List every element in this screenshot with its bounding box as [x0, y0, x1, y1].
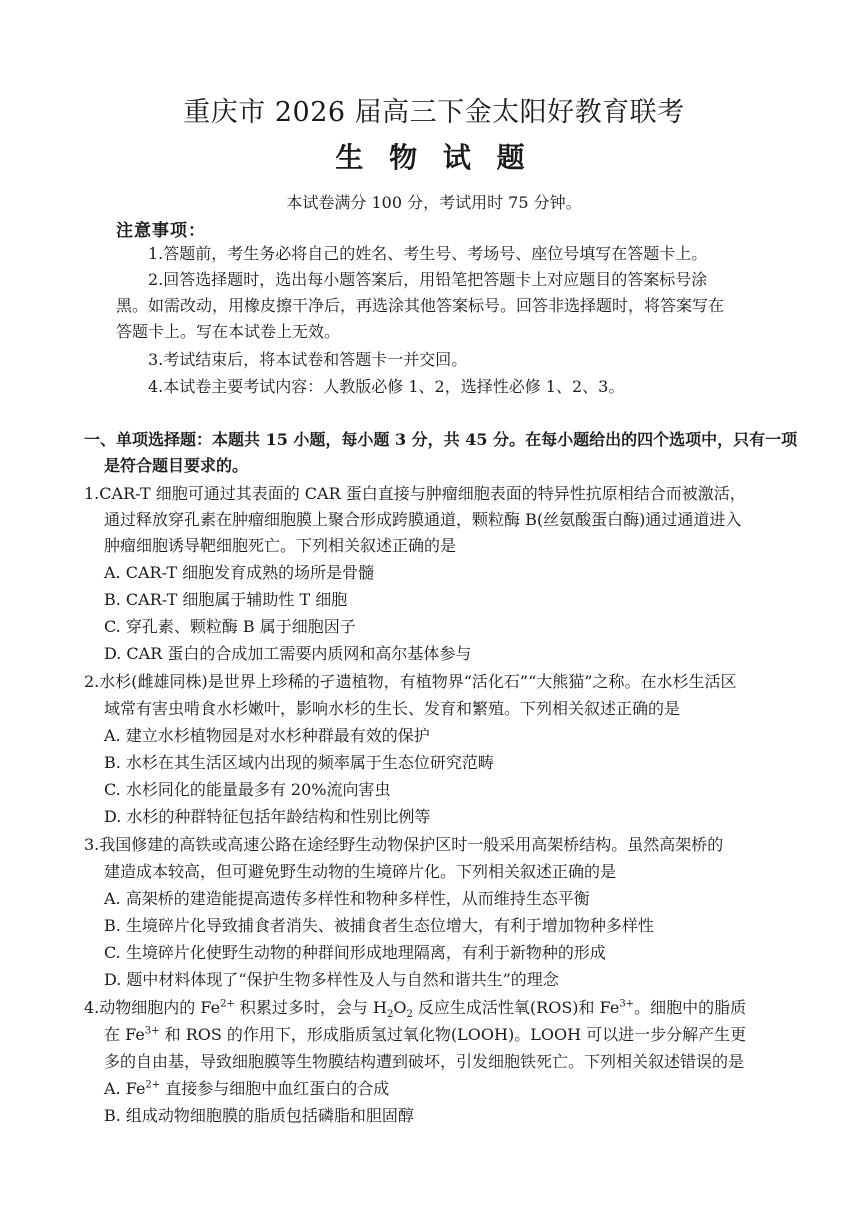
q4-option-b: B. 组成动物细胞膜的脂质包括磷脂和胆固醇 [104, 1106, 414, 1125]
q2-option-c: C. 水杉同化的能量最多有 20%流向害虫 [104, 780, 391, 799]
q1-stem-3: 肿瘤细胞诱导靶细胞死亡。下列相关叙述正确的是 [104, 536, 457, 555]
q4-option-a: A. $Fe^{2+}$ 直接参与细胞中血红蛋白的合成 [104, 1079, 390, 1098]
notice-item-1: 1.答题前，考生务必将自己的姓名、考生号、考场号、座位号填写在答题卡上。 [148, 244, 708, 263]
subject-title: 生 物 试 题 [335, 141, 533, 174]
q2-option-b: B. 水杉在其生活区域内出现的频率属于生态位研究范畴 [104, 753, 494, 772]
q2-stem-2: 域常有害虫啃食水杉嫩叶，影响水杉的生长、发育和繁殖。下列相关叙述正确的是 [104, 699, 681, 718]
section-heading: 一、单项选择题：本题共 15 小题，每小题 3 分，共 45 分。在每小题给出的四个选项中，只有一项 [84, 430, 798, 449]
section-heading-cont: 是符合题目要求的。 [104, 456, 249, 475]
q2-option-a: A. 建立水杉植物园是对水杉种群最有效的保护 [104, 726, 430, 745]
notice-item-2: 2.回答选择题时，选出每小题答案后，用铅笔把答题卡上对应题目的答案标号涂 [148, 270, 708, 289]
q2-option-d: D. 水杉的种群特征包括年龄结构和性别比例等 [104, 807, 431, 826]
q1-stem-2: 通过释放穿孔素在肿瘤细胞膜上聚合形成跨膜通道，颗粒酶 B(丝氨酸蛋白酶)通过通道进入 [104, 510, 742, 529]
exam-title: 重庆市 2026 届高三下金太阳好教育联考 [183, 97, 685, 128]
q3-option-a: A. 高架桥的建造能提高遗传多样性和物种多样性，从而维持生态平衡 [104, 889, 590, 908]
notice-item-2-cont: 黑。如需改动，用橡皮擦干净后，再选涂其他答案标号。回答非选择题时，将答案写在 [116, 296, 725, 315]
q1-option-b: B. CAR-T 细胞属于辅助性 T 细胞 [104, 590, 348, 609]
q4-stem-2: 在 $Fe^{3+}$ 和 ROS 的作用下，形成脂质氢过氧化物(LOOH)。LOOH 可以进一步分解产生更 [104, 1025, 747, 1044]
q4-stem-1: 4.动物细胞内的 $Fe^{2+}$ 积累过多时，会与 $H_2O_2$ 反应生成活性氧(ROS)和 $Fe^{3+}$。细胞中的脂质 [84, 998, 747, 1021]
notice-heading: 注意事项： [116, 221, 206, 241]
q2-stem-1: 2.水杉(雌雄同株)是世界上珍稀的孑遗植物，有植物界“活化石”“大熊猫”之称。在水杉生活区 [84, 672, 737, 691]
q1-option-c: C. 穿孔素、颗粒酶 B 属于细胞因子 [104, 617, 356, 636]
q3-option-d: D. 题中材料体现了“保护生物多样性及人与自然和谐共生”的理念 [104, 970, 559, 989]
notice-item-2-cont2: 答题卡上。写在本试卷上无效。 [116, 322, 341, 341]
q3-stem-1: 3.我国修建的高铁或高速公路在途经野生动物保护区时一般采用高架桥结构。虽然高架桥的 [84, 835, 724, 854]
notice-item-3: 3.考试结束后，将本试卷和答题卡一并交回。 [148, 350, 468, 369]
notice-item-4: 4.本试卷主要考试内容：人教版必修 1、2，选择性必修 1、2、3。 [148, 377, 625, 396]
q4-stem-3: 多的自由基，导致细胞膜等生物膜结构遭到破坏，引发细胞铁死亡。下列相关叙述错误的是 [104, 1052, 745, 1071]
score-time-line: 本试卷满分 100 分，考试用时 75 分钟。 [286, 193, 582, 212]
q1-stem-1: 1.CAR-T 细胞可通过其表面的 CAR 蛋白直接与肿瘤细胞表面的特异性抗原相结合而被激活， [84, 484, 746, 503]
q1-option-d: D. CAR 蛋白的合成加工需要内质网和高尔基体参与 [104, 644, 472, 663]
q3-stem-2: 建造成本较高，但可避免野生动物的生境碎片化。下列相关叙述正确的是 [104, 862, 617, 881]
q1-option-a: A. CAR-T 细胞发育成熟的场所是骨髓 [104, 563, 375, 582]
q3-option-c: C. 生境碎片化使野生动物的种群间形成地理隔离，有利于新物种的形成 [104, 943, 606, 962]
q3-option-b: B. 生境碎片化导致捕食者消失、被捕食者生态位增大，有利于增加物种多样性 [104, 916, 654, 935]
